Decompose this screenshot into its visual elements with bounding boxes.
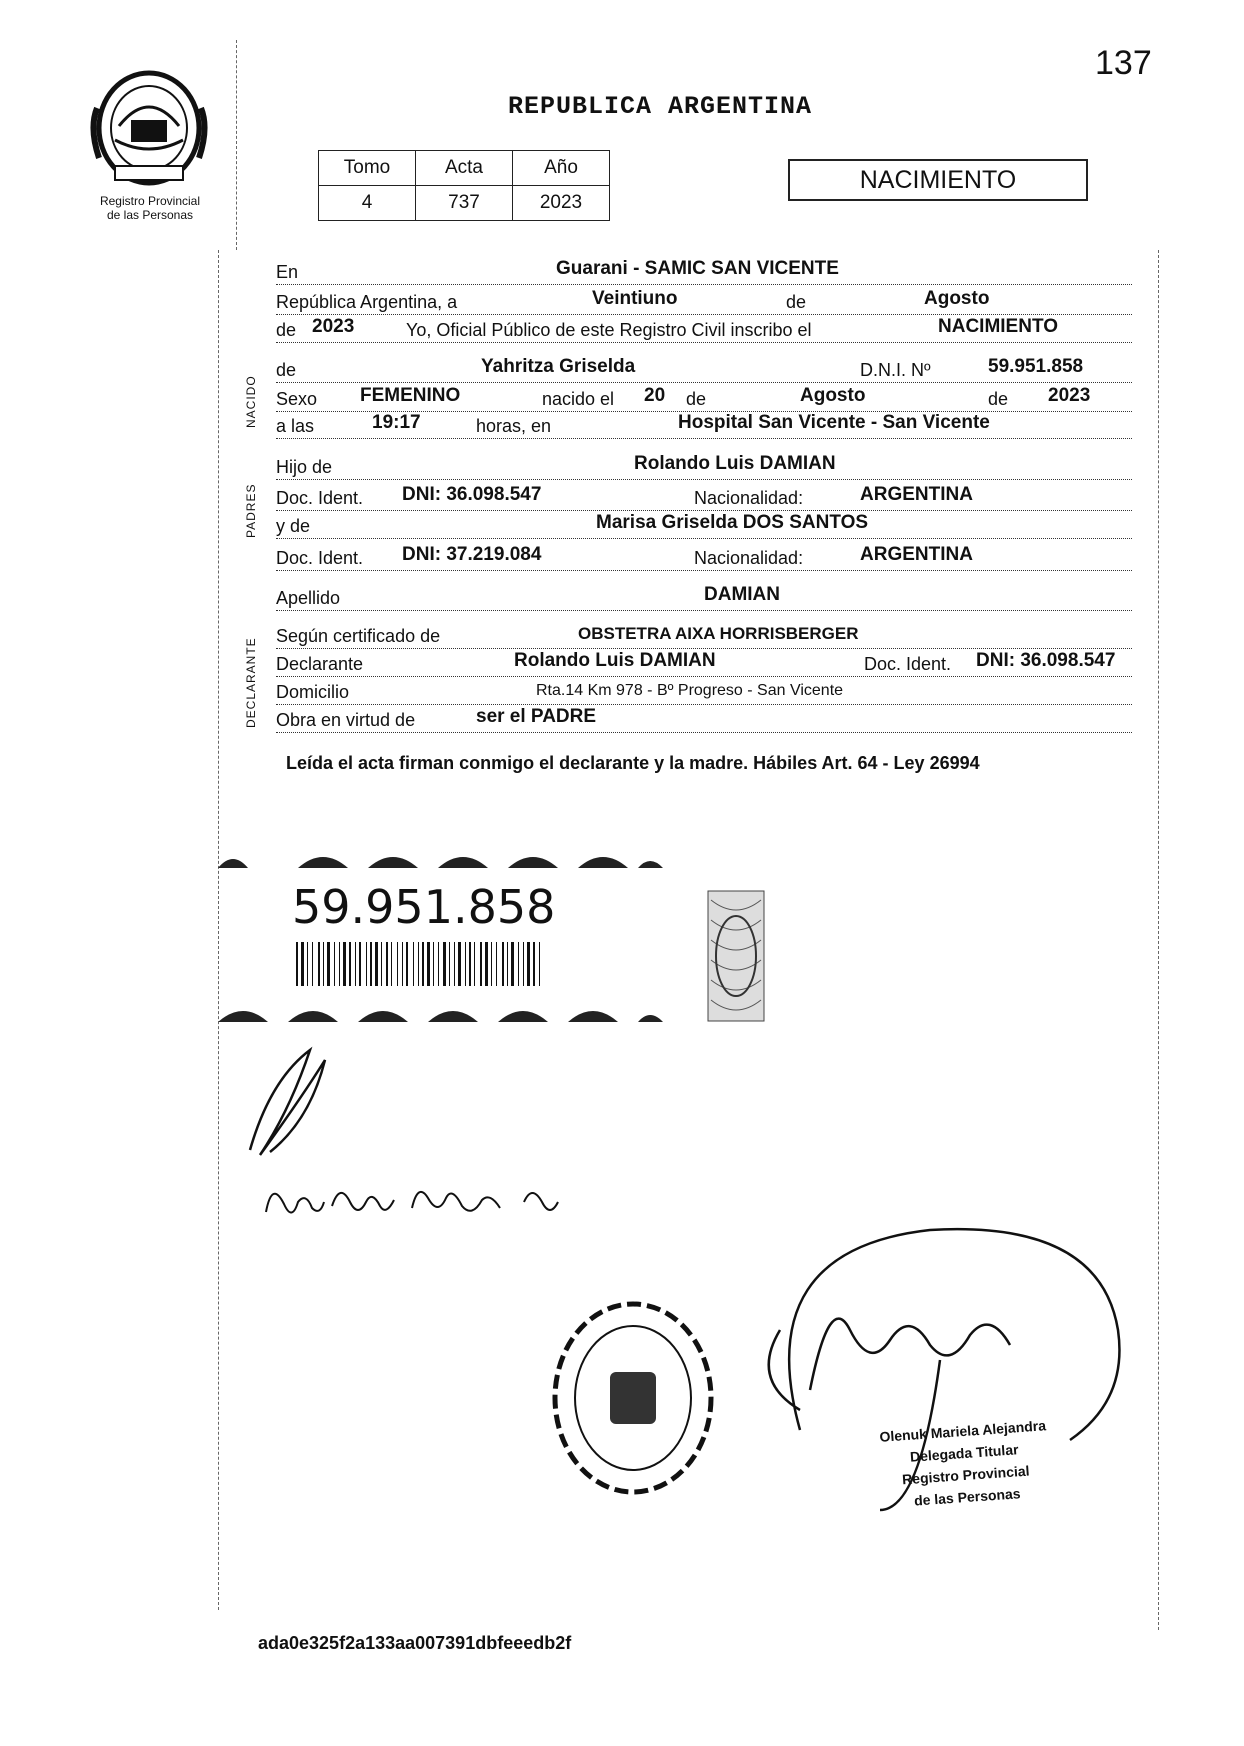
tomo-value: 4 [319, 186, 416, 221]
nacido-dia-value: 20 [644, 385, 666, 406]
barcode-bar [359, 942, 361, 986]
dni-security-band [218, 850, 663, 1038]
barcode-bar [474, 942, 475, 986]
nacido-mes-value: Agosto [800, 385, 866, 406]
barcode-bar [449, 942, 450, 986]
padre-doc-label: Doc. Ident. [276, 488, 364, 508]
official-stamp [548, 1298, 718, 1498]
dni-band-number: 59.951.858 [292, 880, 556, 934]
barcode-bar [427, 942, 430, 986]
barcode-bar [397, 942, 398, 986]
barcode-bar [438, 942, 439, 986]
en-value: Guarani - SAMIC SAN VICENTE [556, 258, 839, 279]
document-hash: ada0e325f2a133aa007391dbfeeedb2f [258, 1633, 572, 1653]
barcode-bar [433, 942, 434, 986]
delegate-block [842, 1412, 1088, 1517]
nombre-value: Yahritza Griselda [481, 356, 636, 377]
cert-value: OBSTETRA AIXA HORRISBERGER [578, 624, 859, 643]
en-label: En [276, 262, 299, 282]
row-certificado [276, 622, 1132, 649]
barcode-bar [355, 942, 356, 986]
hologram-seal [707, 890, 765, 1022]
sexo-label: Sexo [276, 389, 318, 409]
year-value: 2023 [312, 316, 355, 337]
legal-note: Leída el acta firman conmigo el declarante y la madre. Hábiles Art. 64 - Ley 26994 [286, 753, 980, 773]
horas-label: horas, en [476, 416, 552, 436]
tomo-header: Tomo [319, 151, 416, 186]
row-domicilio [276, 678, 1132, 705]
row-sexo [276, 385, 1132, 412]
barcode-bar [301, 942, 304, 986]
barcode-bar [406, 942, 408, 986]
declarante-doc-value: DNI: 36.098.547 [976, 650, 1116, 671]
barcode-bar [323, 942, 324, 986]
nacido-de-label: de [686, 389, 707, 409]
barcode-bar [391, 942, 392, 986]
row-hora-lugar [276, 412, 1132, 439]
registry-table [318, 150, 610, 221]
barcode-bar [507, 942, 508, 986]
barcode-bar [527, 942, 530, 986]
logo-caption-line-2: de las Personas [106, 208, 194, 222]
dni-value: 59.951.858 [988, 356, 1084, 377]
logo-caption [70, 194, 230, 222]
obra-value: ser el PADRE [476, 706, 597, 727]
mother-signature [262, 1172, 582, 1228]
side-label-padres: PADRES [244, 483, 258, 538]
barcode-bar [307, 942, 308, 986]
barcode-bar [502, 942, 504, 986]
row-inscribo [276, 316, 1132, 343]
barcode-bar [343, 942, 346, 986]
barcode-bar [458, 942, 461, 986]
side-label-declarante: DECLARANTE [244, 637, 258, 728]
madre-nac-value: ARGENTINA [860, 544, 973, 565]
row-nombre [276, 356, 1132, 383]
margin-line-left-top [236, 40, 237, 250]
fecha-dia-value: Veintiuno [592, 288, 678, 309]
inscribo-value: NACIMIENTO [938, 316, 1058, 337]
delegate-name: Olenuk Mariela Alejandra [878, 1417, 1047, 1445]
row-en [276, 258, 1132, 285]
row-padre-doc [276, 484, 1132, 511]
row-madre-doc [276, 544, 1132, 571]
barcode-bar [334, 942, 335, 986]
row-apellido [276, 584, 1132, 611]
anio-header: Año [513, 151, 610, 186]
barcode-bar [518, 942, 519, 986]
country-heading: REPUBLICA ARGENTINA [508, 92, 813, 121]
cert-label: Según certificado de [276, 626, 441, 646]
nacido-anio-value: 2023 [1048, 385, 1091, 406]
barcode-bar [386, 942, 388, 986]
barcode-bar [381, 942, 382, 986]
hijo-label: Hijo de [276, 457, 333, 477]
inscribo-label: Yo, Oficial Público de este Registro Civil inscribo el [406, 320, 812, 340]
barcode-bar [485, 942, 488, 986]
barcode-bar [496, 942, 497, 986]
barcode-bar [312, 942, 313, 986]
barcode-bar [511, 942, 514, 986]
logo-caption-line-1: Registro Provincial [99, 194, 201, 208]
barcode-bar [523, 942, 524, 986]
padre-value: Rolando Luis DAMIAN [634, 453, 836, 474]
nombre-label: de [276, 360, 297, 380]
barcode-bar [413, 942, 414, 986]
row-obra [276, 706, 1132, 733]
barcode-bar [349, 942, 351, 986]
anio-value: 2023 [513, 186, 610, 221]
padre-nac-label: Nacionalidad: [694, 488, 804, 508]
de-label: de [786, 292, 807, 312]
republica-label: República Argentina, a [276, 292, 458, 312]
row-declarante [276, 650, 1132, 677]
barcode-bar [366, 942, 367, 986]
dni-label: D.N.I. Nº [860, 360, 931, 380]
lugar-value: Hospital San Vicente - San Vicente [678, 412, 990, 433]
acta-value: 737 [416, 186, 513, 221]
madre-value: Marisa Griselda DOS SANTOS [596, 512, 869, 533]
page-number: 137 [1095, 44, 1152, 82]
margin-line-right [1158, 250, 1159, 1630]
fecha-mes-value: Agosto [924, 288, 990, 309]
year-prefix-label: de [276, 320, 297, 340]
barcode-bar [339, 942, 340, 986]
barcode-bar [327, 942, 330, 986]
padre-nac-value: ARGENTINA [860, 484, 973, 505]
acta-header: Acta [416, 151, 513, 186]
father-signature [240, 1040, 340, 1160]
delegate-org: Registro Provincial [901, 1462, 1030, 1488]
barcode-bar [454, 942, 455, 986]
barcode-bar [469, 942, 471, 986]
act-type-box: NACIMIENTO [788, 159, 1088, 201]
apellido-value: DAMIAN [704, 584, 780, 605]
barcode-bar [539, 942, 540, 986]
side-label-nacido: NACIDO [244, 375, 258, 428]
declarante-value: Rolando Luis DAMIAN [514, 650, 716, 671]
nacido-label: nacido el [542, 389, 615, 409]
barcode-bar [491, 942, 492, 986]
barcode-bar [296, 942, 298, 986]
apellido-label: Apellido [276, 588, 341, 608]
barcode-bar [318, 942, 320, 986]
alas-label: a las [276, 416, 315, 436]
barcode-bar [465, 942, 466, 986]
padre-doc-value: DNI: 36.098.547 [402, 484, 542, 505]
madre-doc-value: DNI: 37.219.084 [402, 544, 542, 565]
nacido-de2-label: de [988, 389, 1009, 409]
row-republica [276, 288, 1132, 315]
madre-nac-label: Nacionalidad: [694, 548, 804, 568]
domicilio-label: Domicilio [276, 682, 350, 702]
declarante-label: Declarante [276, 654, 364, 674]
barcode-bar [375, 942, 378, 986]
barcode-bar [402, 942, 403, 986]
yde-label: y de [276, 516, 311, 536]
barcode-bar [418, 942, 419, 986]
barcode-bar [480, 942, 482, 986]
hora-value: 19:17 [372, 412, 421, 433]
province-coat-of-arms-logo [85, 68, 213, 188]
domicilio-value: Rta.14 Km 978 - Bº Progreso - San Vicente [536, 682, 844, 699]
sexo-value: FEMENINO [360, 385, 461, 406]
row-madre [276, 512, 1132, 539]
barcode-bar [533, 942, 535, 986]
barcode-bar [422, 942, 424, 986]
delegate-title: Delegada Titular [909, 1441, 1019, 1465]
barcode-bar [443, 942, 446, 986]
delegate-org-2: de las Personas [913, 1485, 1022, 1509]
row-hijo [276, 453, 1132, 480]
madre-doc-label: Doc. Ident. [276, 548, 364, 568]
barcode-bar [370, 942, 372, 986]
obra-label: Obra en virtud de [276, 710, 416, 730]
declarante-doc-label: Doc. Ident. [864, 654, 952, 674]
